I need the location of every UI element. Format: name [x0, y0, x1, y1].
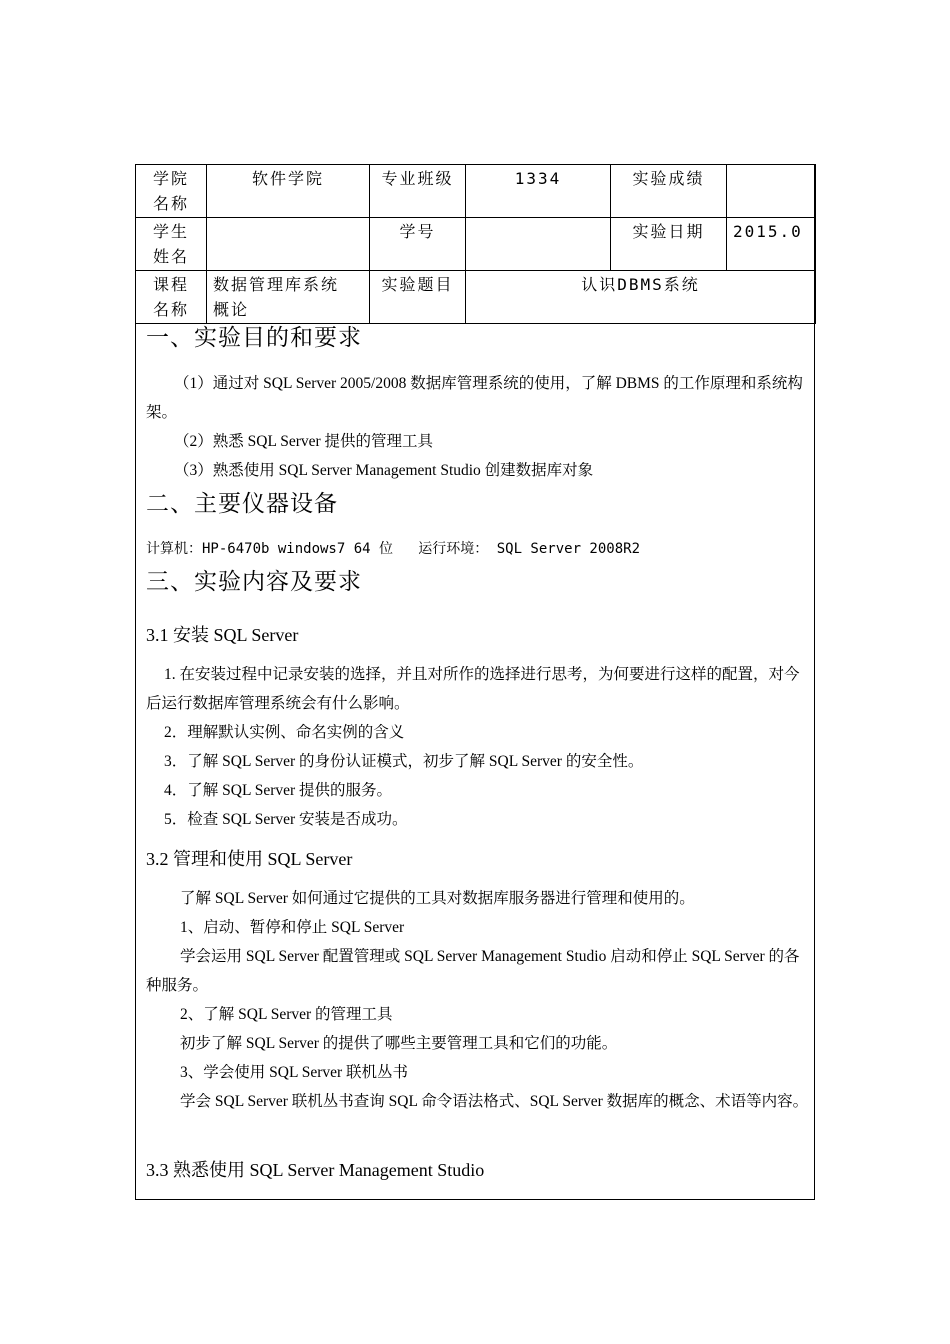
topic-label: 实验题目: [370, 271, 466, 324]
section31-title: 3.1 安装 SQL Server: [146, 625, 299, 645]
section32-title: 3.2 管理和使用 SQL Server: [146, 849, 353, 869]
section3-heading: 三、实验内容及要求: [146, 569, 362, 595]
s32-para-4: 2、了解 SQL Server 的管理工具: [180, 1006, 393, 1023]
class-value: 1334: [466, 165, 611, 218]
college-value: 软件学院: [207, 165, 370, 218]
section1-item-3: （3）熟悉使用 SQL Server Management Studio 创建数据库对象: [174, 462, 594, 479]
class-label: 专业班级: [370, 165, 466, 218]
s32-para-6: 3、学会使用 SQL Server 联机丛书: [180, 1064, 409, 1081]
college-label: 学院 名称: [136, 165, 207, 218]
course-label: 课程 名称: [136, 271, 207, 324]
section1-item-1: （1）通过对 SQL Server 2005/2008 数据库管理系统的使用，了解 DBMS 的工作原理和系统构架。: [146, 375, 803, 421]
date-label: 实验日期: [611, 218, 727, 271]
s31-item-5: 5．检查 SQL Server 安装是否成功。: [164, 811, 408, 828]
grade-label: 实验成绩: [611, 165, 727, 218]
s32-para-7: 学会 SQL Server 联机丛书查询 SQL 命令语法格式、SQL Server 数据库的概念、术语等内容。: [180, 1093, 809, 1110]
lab-report-sheet: [135, 164, 815, 1200]
s31-item-4: 4．了解 SQL Server 提供的服务。: [164, 782, 393, 799]
s32-para-1: 了解 SQL Server 如何通过它提供的工具对数据库服务器进行管理和使用的。: [180, 890, 695, 907]
header-table: [135, 164, 816, 324]
topic-value: 认识DBMS系统: [466, 271, 816, 324]
section33-title: 3.3 熟悉使用 SQL Server Management Studio: [146, 1160, 485, 1180]
section1-item-2: （2）熟悉 SQL Server 提供的管理工具: [174, 433, 434, 450]
student-name-value: [207, 218, 370, 271]
s31-item-1: 1. 在安装过程中记录安装的选择，并且对所作的选择进行思考，为何要进行这样的配置，对今后运行数据库管理系统会有什么影响。: [146, 666, 800, 712]
s32-para-5: 初步了解 SQL Server 的提供了哪些主要管理工具和它们的功能。: [180, 1035, 618, 1052]
equipment-text: 计算机：HP-6470b windows7 64 位 运行环境： SQL Server 2008R2: [146, 541, 641, 557]
student-name-label: 学生 姓名: [136, 218, 207, 271]
s32-para-3: 学会运用 SQL Server 配置管理或 SQL Server Management Studio 启动和停止 SQL Server 的各种服务。: [146, 948, 800, 994]
course-value: 数据管理库系统 概论: [207, 271, 370, 324]
section1-heading: 一、实验目的和要求: [146, 325, 362, 351]
s32-para-2: 1、启动、暂停和停止 SQL Server: [180, 919, 405, 936]
grade-value: [727, 165, 816, 218]
section2-heading: 二、主要仪器设备: [146, 491, 338, 517]
s31-item-2: 2．理解默认实例、命名实例的含义: [164, 724, 405, 741]
student-id-value: [466, 218, 611, 271]
student-id-label: 学号: [370, 218, 466, 271]
date-value: 2015.0: [727, 218, 816, 271]
s31-item-3: 3．了解 SQL Server 的身份认证模式，初步了解 SQL Server 的安全性。: [164, 753, 644, 770]
